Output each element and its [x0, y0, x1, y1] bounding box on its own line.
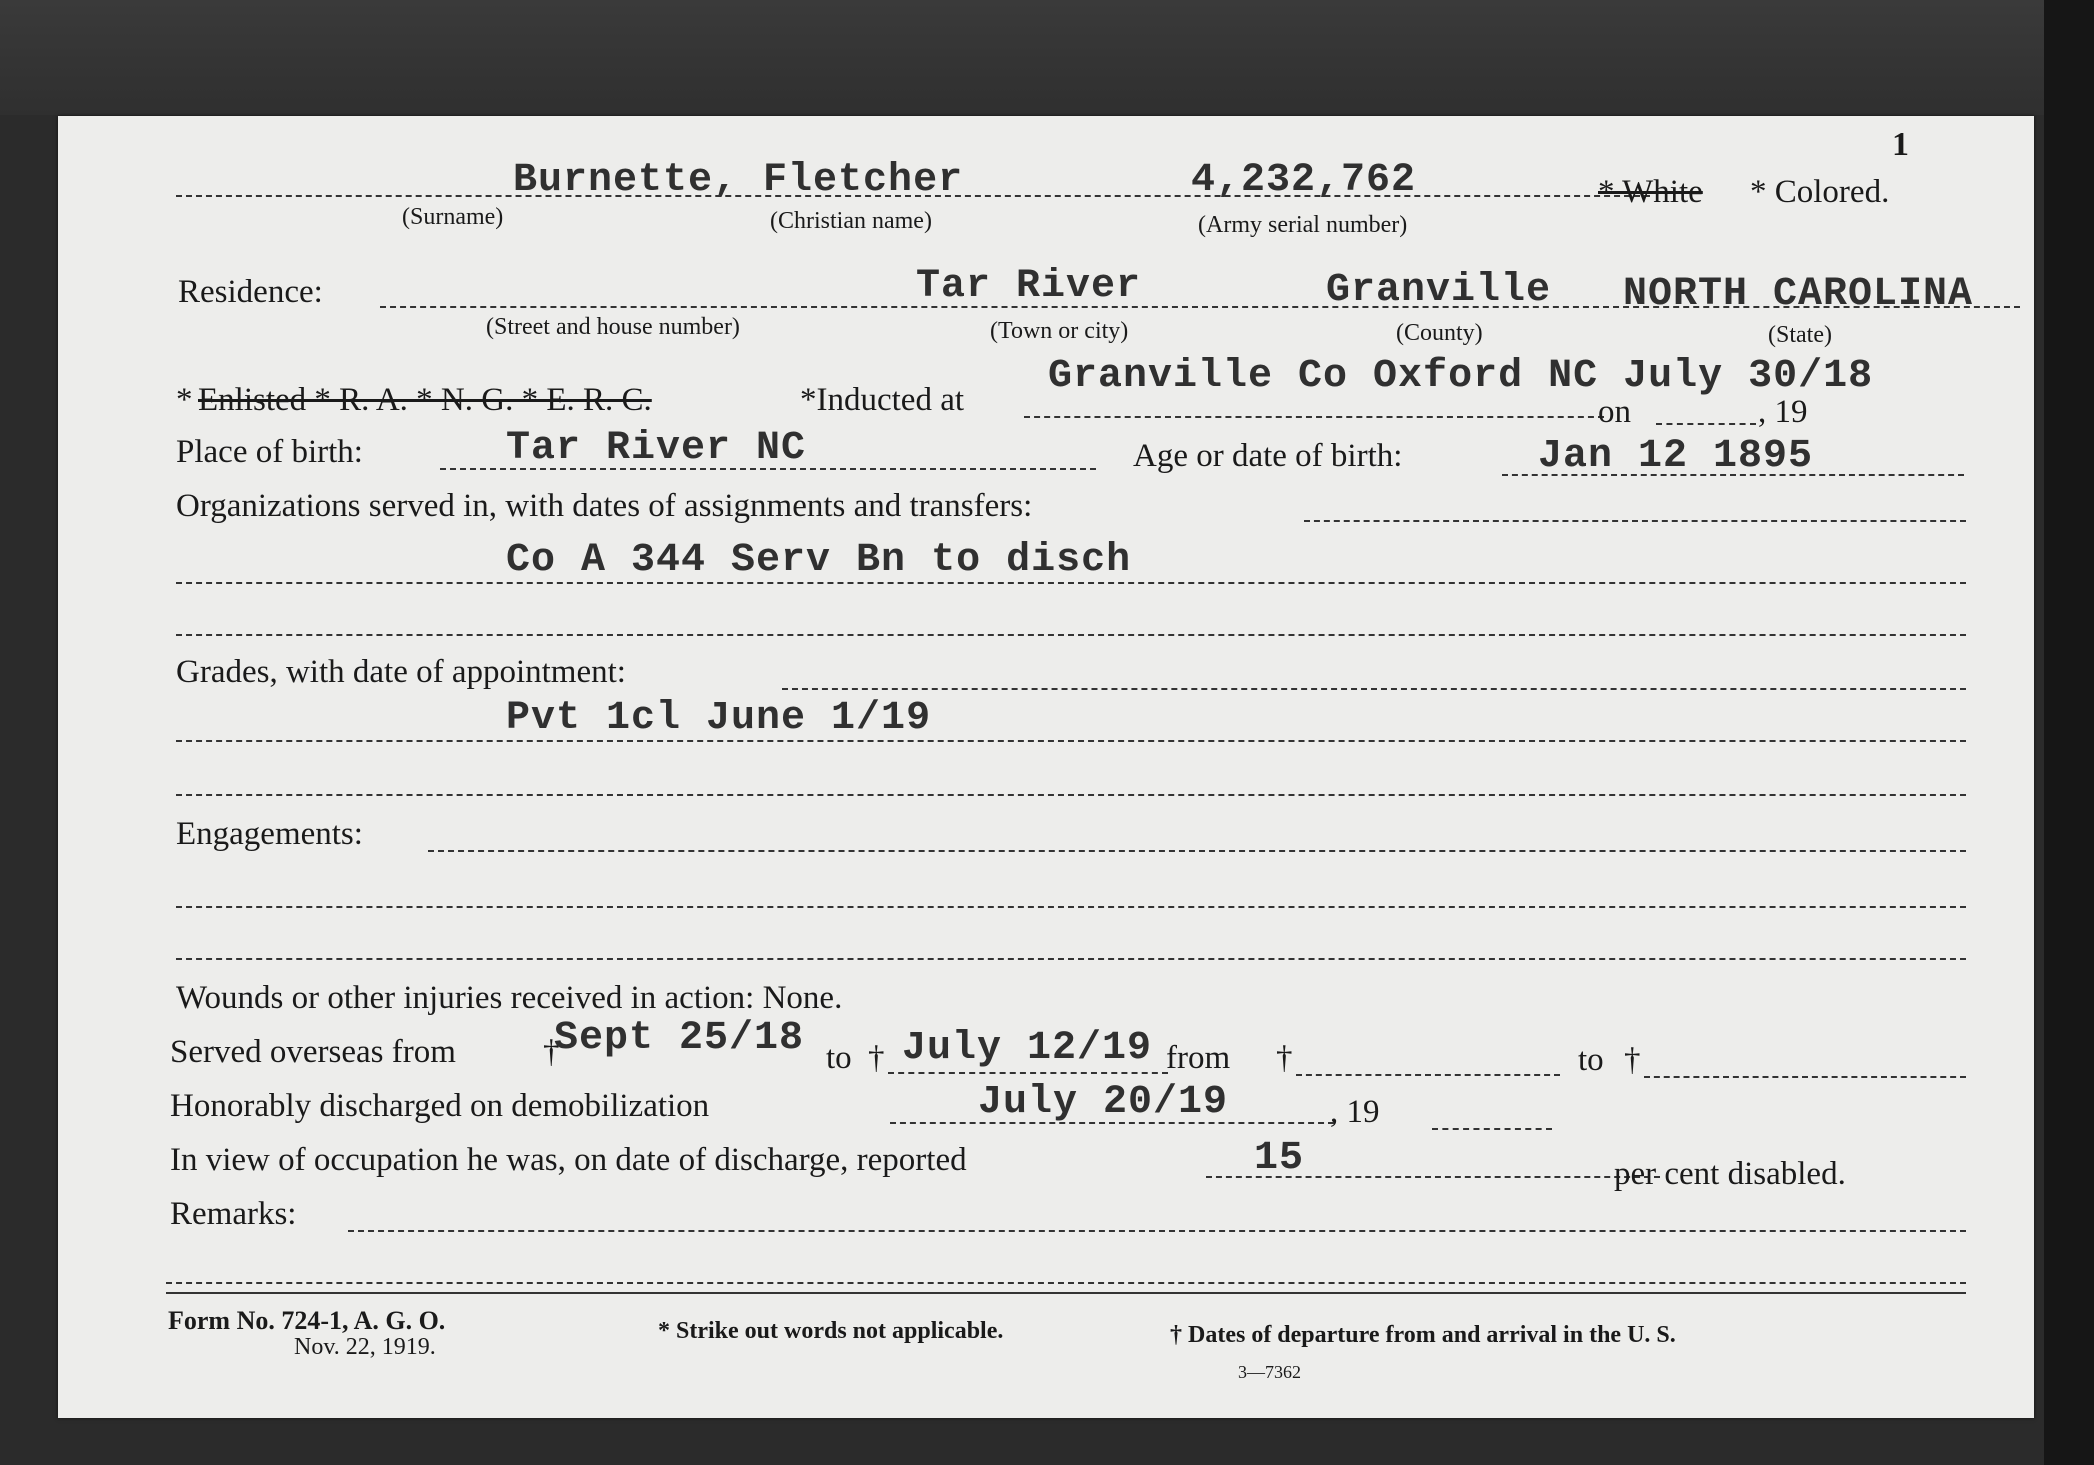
dagger-3: †: [1276, 1040, 1293, 1076]
induction-year-label: , 19: [1758, 394, 1808, 430]
discharge-year-label: , 19: [1330, 1094, 1380, 1130]
dagger-4: †: [1624, 1042, 1641, 1078]
serial-caption: (Army serial number): [1198, 212, 1408, 238]
soldier-name: Burnette, Fletcher: [513, 158, 964, 203]
card-number: 1: [1892, 126, 1909, 163]
discharge-label: Honorably discharged on demobilization: [170, 1088, 710, 1124]
remarks-line-2: [166, 1282, 1966, 1284]
engagements-line-1: [428, 850, 1966, 852]
overseas-to2-label: to: [1578, 1042, 1604, 1078]
surname-caption: (Surname): [402, 204, 504, 230]
dagger-2: †: [868, 1040, 885, 1076]
engagements-label: Engagements:: [176, 816, 363, 852]
residence-label: Residence:: [178, 274, 323, 310]
footer-rule: [166, 1292, 1966, 1294]
induction-asterisk: *: [176, 382, 193, 418]
wounds-statement: Wounds or other injuries received in action: None.: [176, 980, 843, 1016]
state-caption: (State): [1768, 322, 1832, 348]
overseas-return: July 12/19: [902, 1026, 1153, 1071]
disability-label: In view of occupation he was, on date of discharge, reported: [170, 1142, 967, 1178]
residence-state: NORTH CAROLINA: [1623, 272, 1974, 317]
residence-town: Tar River: [916, 264, 1142, 309]
scanner-background-top: [0, 0, 2094, 115]
army-serial-number: 4,232,762: [1191, 158, 1417, 203]
county-caption: (County): [1396, 320, 1483, 346]
discharge-date: July 20/19: [978, 1080, 1229, 1125]
overseas-from2-line: [1296, 1074, 1560, 1076]
christian-name-caption: (Christian name): [770, 208, 932, 234]
remarks-line-1: [348, 1230, 1966, 1232]
dagger-note: † Dates of departure from and arrival in the U. S.: [1170, 1322, 1676, 1348]
dagger-1: †: [543, 1034, 560, 1070]
age-label: Age or date of birth:: [1133, 438, 1403, 474]
remarks-label: Remarks:: [170, 1196, 297, 1232]
organizations-line-1: [1304, 520, 1966, 522]
inducted-line: [1024, 416, 1604, 418]
organizations-label: Organizations served in, with dates of assignments and transfers:: [176, 488, 1033, 524]
overseas-to-line: [888, 1072, 1168, 1074]
form-number: Form No. 724-1, A. G. O.: [168, 1306, 446, 1335]
town-caption: (Town or city): [990, 318, 1129, 344]
place-of-birth: Tar River NC: [506, 426, 807, 471]
overseas-from-label: from: [1166, 1040, 1231, 1076]
print-code: 3—7362: [1238, 1362, 1301, 1382]
grades-line-2: [176, 740, 1966, 742]
per-cent-disabled-label: per cent disabled.: [1614, 1156, 1846, 1192]
induction-place-date: Granville Co Oxford NC July 30/18: [1048, 354, 1874, 399]
overseas-departure: Sept 25/18: [554, 1016, 805, 1061]
street-caption: (Street and house number): [486, 314, 740, 340]
overseas-to-label: to: [826, 1040, 852, 1076]
colored-option: * Colored.: [1750, 174, 1890, 210]
service-record-card: [58, 116, 2034, 1418]
engagements-line-3: [176, 958, 1966, 960]
grades-line-3: [176, 794, 1966, 796]
grades-line-1: [782, 688, 1966, 690]
form-date: Nov. 22, 1919.: [294, 1334, 436, 1360]
organizations-served: Co A 344 Serv Bn to disch: [506, 538, 1132, 583]
overseas-to2-line: [1644, 1076, 1966, 1078]
on-line: [1656, 423, 1756, 425]
enlistment-options-struck: Enlisted * R. A. * N. G. * E. R. C.: [198, 382, 652, 418]
served-overseas-label: Served overseas from: [170, 1034, 456, 1070]
place-of-birth-label: Place of birth:: [176, 434, 363, 470]
white-option: * White: [1598, 174, 1703, 210]
on-label: on: [1598, 394, 1631, 430]
inducted-at-label: *Inducted at: [800, 382, 965, 418]
discharge-year-line: [1432, 1128, 1552, 1130]
grade-appointment: Pvt 1cl June 1/19: [506, 696, 932, 741]
residence-county: Granville: [1326, 268, 1552, 313]
organizations-line-3: [176, 634, 1966, 636]
scanner-background-edge: [2044, 0, 2094, 1465]
date-of-birth: Jan 12 1895: [1538, 434, 1814, 479]
disability-percent: 15: [1254, 1136, 1305, 1181]
engagements-line-2: [176, 906, 1966, 908]
strike-out-note: * Strike out words not applicable.: [658, 1318, 1004, 1344]
grades-label: Grades, with date of appointment:: [176, 654, 626, 690]
